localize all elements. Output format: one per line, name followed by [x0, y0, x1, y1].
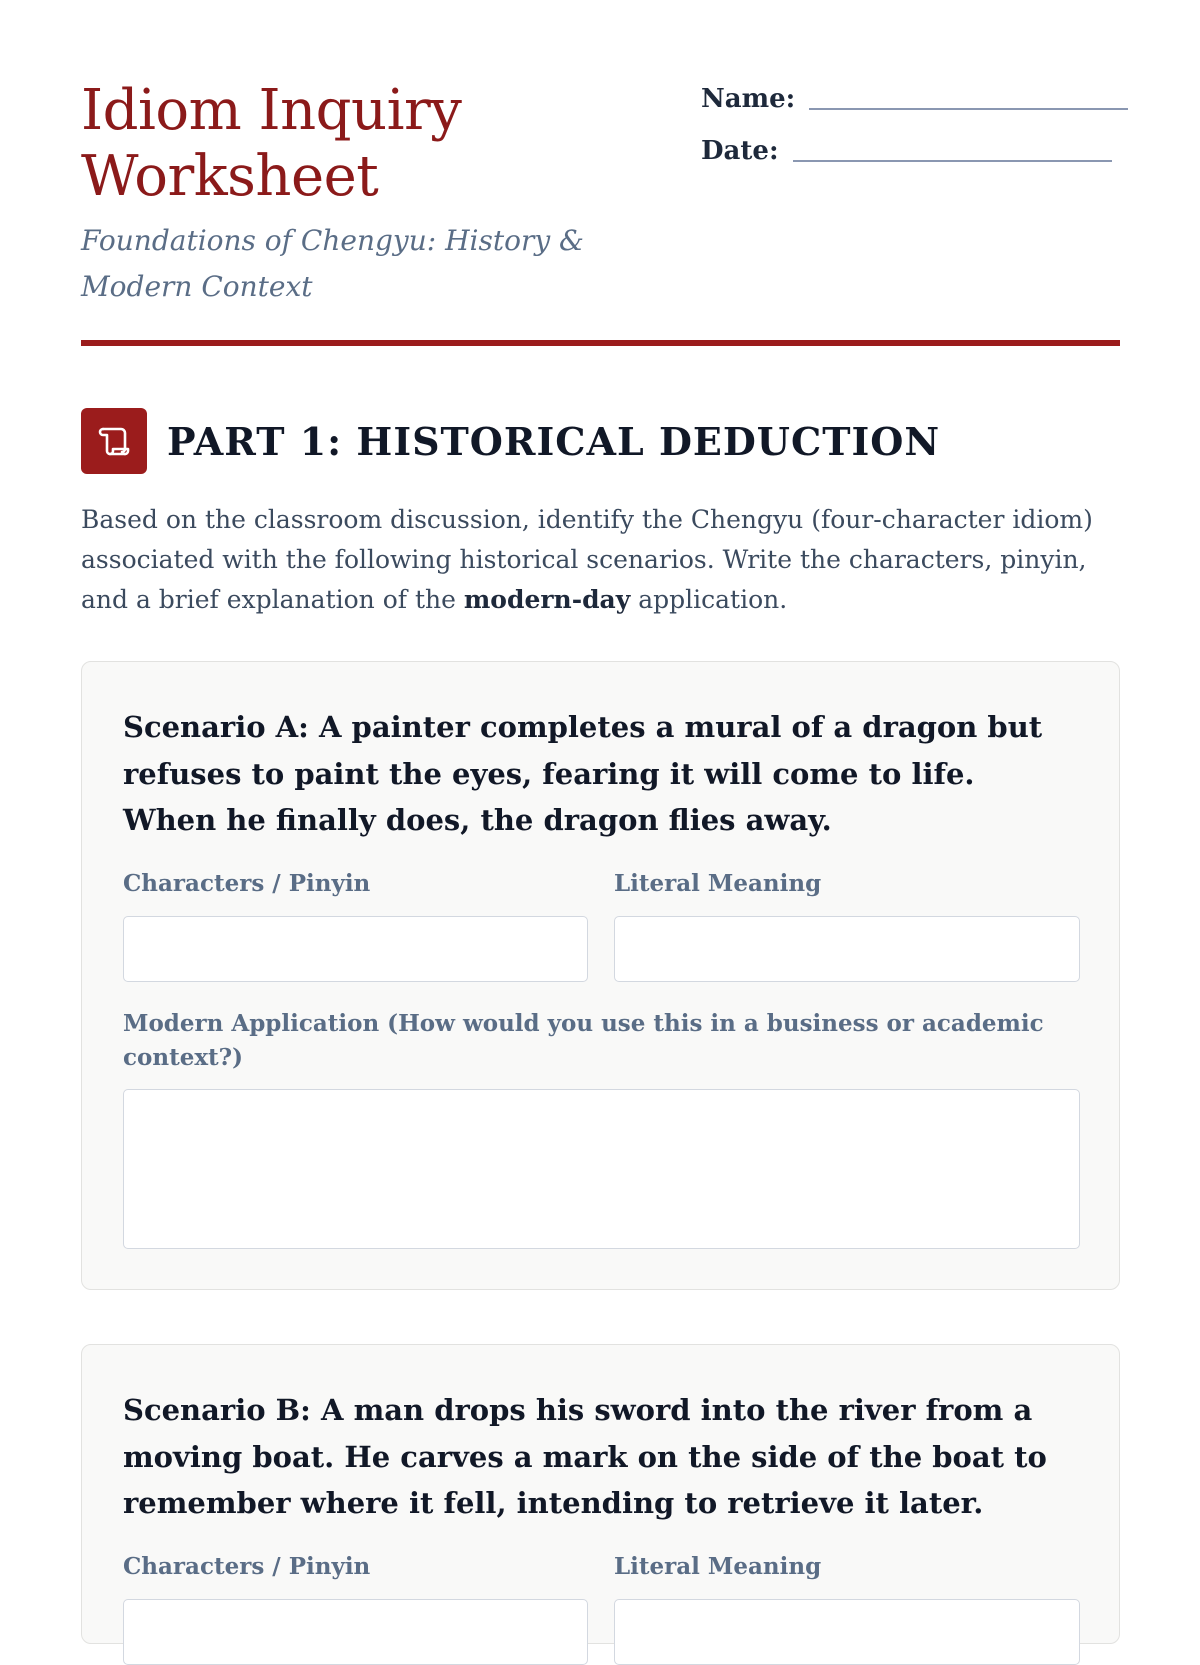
- characters-pinyin-label: Characters / Pinyin: [123, 1553, 371, 1580]
- literal-meaning-label: Literal Meaning: [614, 1553, 822, 1580]
- scenario-prompt: Scenario A: A painter completes a mural of a dragon but refuses to paint the eyes, fearing it will come to life. When he finally does, the dragon flies away.: [123, 710, 1043, 837]
- scroll-icon: [81, 408, 147, 474]
- scenario-card-b: [81, 1344, 1120, 1644]
- date-label: Date:: [701, 136, 779, 166]
- modern-application-textarea[interactable]: [123, 1089, 1080, 1249]
- scenario-prompt: Scenario B: A man drops his sword into the river from a moving boat. He carves a mark on the side of the boat to remember where it fell, intending to retrieve it later.: [123, 1393, 1047, 1520]
- instructions-emphasis: modern-day: [463, 585, 631, 614]
- section-instructions: [81, 500, 1120, 620]
- instructions-text-end: application.: [630, 585, 788, 614]
- characters-pinyin-input[interactable]: [123, 1599, 588, 1665]
- name-label: Name:: [701, 84, 796, 114]
- scenario-card-a: [81, 661, 1120, 1290]
- characters-pinyin-label: Characters / Pinyin: [123, 870, 371, 897]
- worksheet-header: [81, 78, 1120, 356]
- name-field[interactable]: [809, 108, 1128, 110]
- section-heading: [81, 408, 1120, 474]
- page-title: Idiom Inquiry Worksheet: [81, 78, 462, 209]
- characters-pinyin-input[interactable]: [123, 916, 588, 982]
- header-divider: [81, 340, 1120, 346]
- literal-meaning-label: Literal Meaning: [614, 870, 822, 897]
- literal-meaning-input[interactable]: [614, 916, 1080, 982]
- worksheet-page: [81, 0, 1120, 1600]
- date-field[interactable]: [793, 160, 1112, 162]
- instructions-text: Based on the classroom discussion, identify the Chengyu (four-character idiom) associated with the following historical scenarios. Write the characters, pinyin, and a brief explanation of the: [81, 505, 1093, 614]
- section-title: PART 1: HISTORICAL DEDUCTION: [167, 418, 941, 464]
- modern-application-label: Modern Application (How would you use this in a business or academic context?): [123, 1010, 1044, 1071]
- page-subtitle: Foundations of Chengyu: History & Modern Context: [81, 224, 584, 303]
- date-field-row: [701, 136, 1112, 166]
- literal-meaning-input[interactable]: [614, 1599, 1080, 1665]
- name-field-row: [701, 84, 1128, 114]
